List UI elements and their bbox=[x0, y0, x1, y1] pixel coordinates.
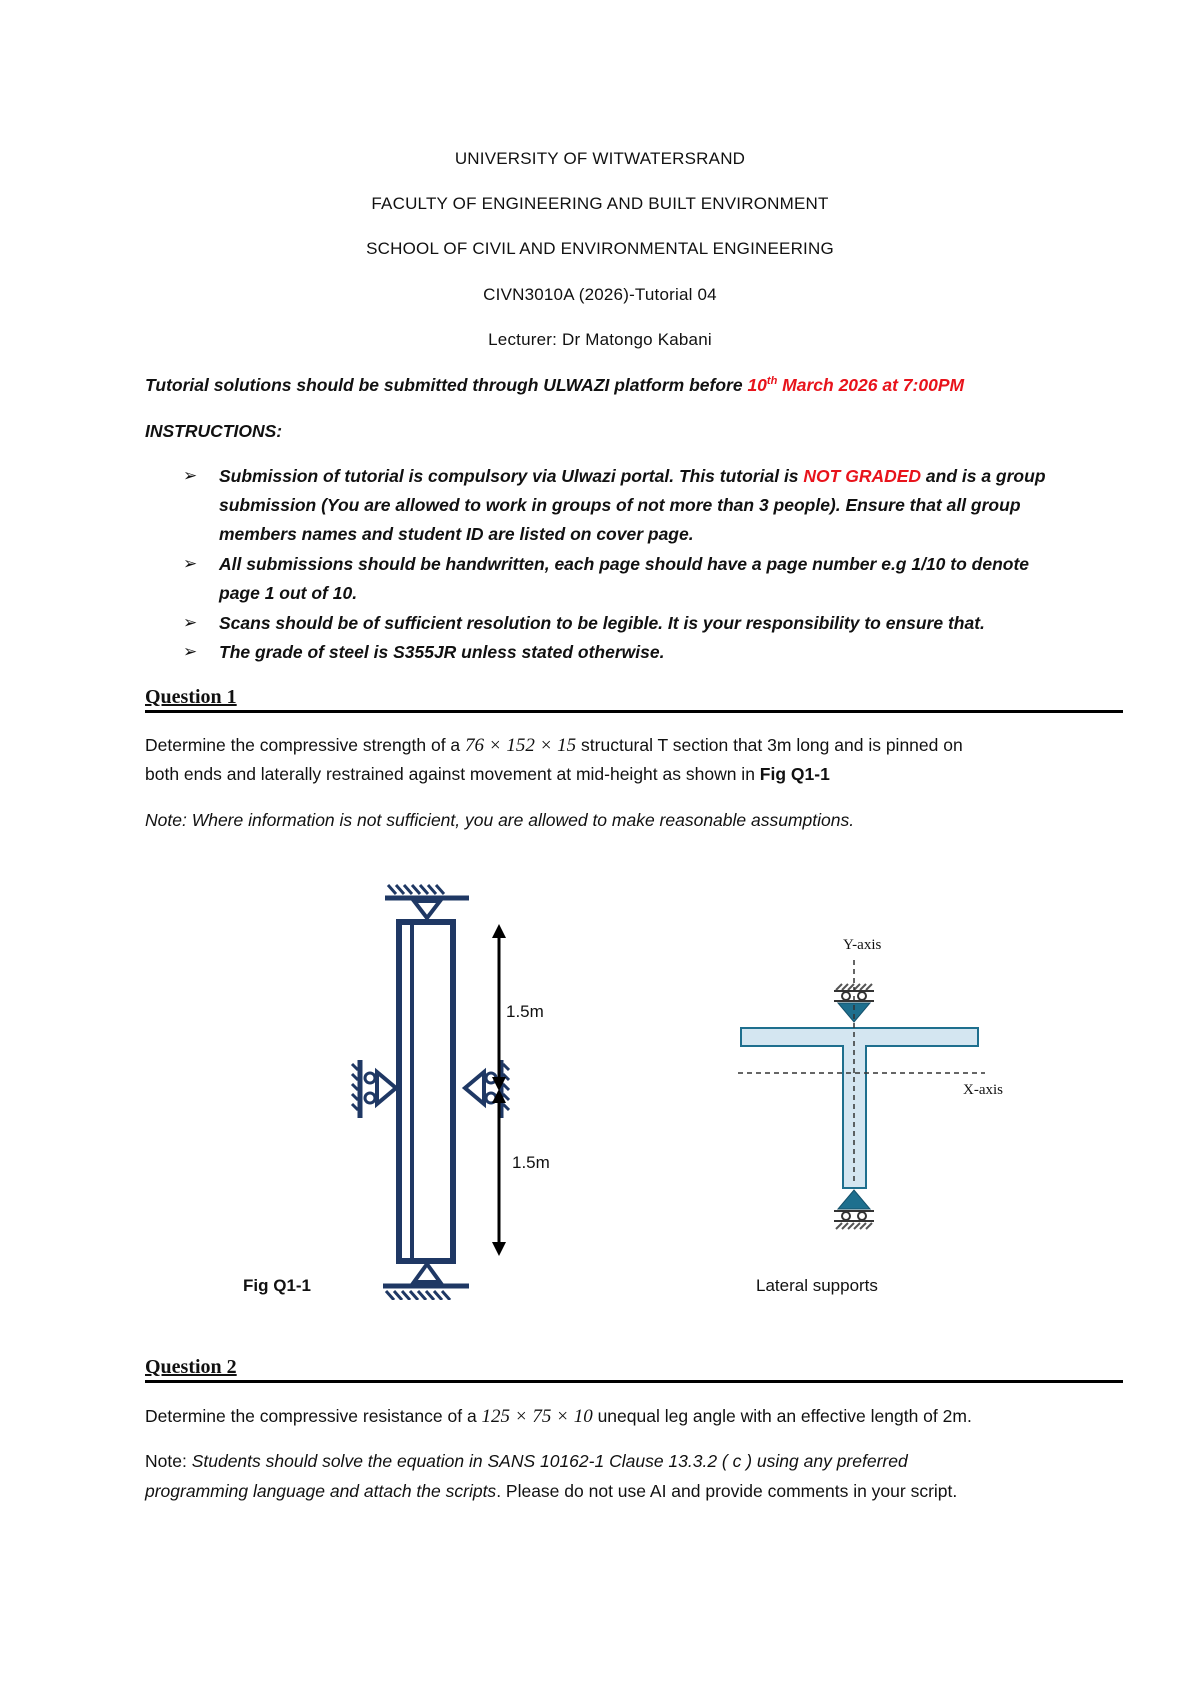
q1-note: Note: Where information is not sufficient, you are allowed to make reasonable assumptions. bbox=[145, 810, 855, 830]
deadline-text: Tutorial solutions should be submitted through ULWAZI platform before bbox=[145, 375, 748, 395]
bullet-arrow-icon: ➢ bbox=[183, 613, 198, 632]
deadline-date: 10th March 2026 at 7:00PM bbox=[747, 375, 965, 395]
question-2-heading: Question 2 bbox=[145, 1356, 1123, 1383]
instruction-item-1: Submission of tutorial is compulsory via Ulwazi portal. This tutorial is NOT GRADED and is a group bbox=[219, 466, 1046, 486]
lecturer-name: Lecturer: Dr Matongo Kabani bbox=[488, 330, 712, 349]
dimension-top-label: 1.5m bbox=[506, 1002, 544, 1021]
bottom-pin-triangle bbox=[414, 1264, 440, 1282]
instruction-item-2-line2: page 1 out of 10. bbox=[219, 583, 358, 603]
instruction-item-3: Scans should be of sufficient resolution to be legible. It is your responsibility to ensure that. bbox=[219, 613, 985, 633]
faculty-name: FACULTY OF ENGINEERING AND BUILT ENVIRONMENT bbox=[371, 194, 829, 213]
t-section-shape bbox=[741, 1028, 978, 1188]
instruction-item-1-line2: submission (You are allowed to work in groups of not more than 3 people). Ensure that all group bbox=[219, 495, 1021, 515]
bullet-arrow-icon: ➢ bbox=[183, 466, 198, 485]
dimension-bottom-label: 1.5m bbox=[512, 1153, 550, 1172]
dimension-arrows bbox=[485, 920, 515, 1265]
q2-note-line2: programming language and attach the scripts. Please do not use AI and provide comments in your script. bbox=[145, 1481, 958, 1501]
top-pin-triangle bbox=[414, 901, 440, 918]
q2-text-line1: Determine the compressive resistance of a 125 × 75 × 10 unequal leg angle with an effective length of 2m. bbox=[145, 1406, 972, 1427]
q2-section-size: 125 × 75 × 10 bbox=[481, 1406, 593, 1427]
question-1-heading: Question 1 bbox=[145, 686, 1123, 713]
bullet-arrow-icon: ➢ bbox=[183, 642, 198, 661]
deadline-line bbox=[145, 375, 964, 396]
university-name: UNIVERSITY OF WITWATERSRAND bbox=[454, 149, 746, 168]
top-support-hatch bbox=[388, 885, 444, 894]
q1-section-size: 76 × 152 × 15 bbox=[465, 735, 577, 756]
bullet-arrow-icon: ➢ bbox=[183, 554, 198, 573]
q2-note-line1: Note: Students should solve the equation in SANS 10162-1 Clause 13.3.2 ( c ) using any preferred bbox=[145, 1451, 908, 1471]
school-name: SCHOOL OF CIVIL AND ENVIRONMENTAL ENGINEERING bbox=[366, 239, 834, 258]
instruction-item-2: All submissions should be handwritten, each page should have a page number e.g 1/10 to denote bbox=[219, 554, 1030, 574]
instruction-item-1-line3: members names and student ID are listed on cover page. bbox=[219, 524, 694, 544]
figure-q1-caption: Fig Q1-1 bbox=[243, 1276, 312, 1295]
q1-text-line1: Determine the compressive strength of a 76 × 152 × 15 structural T section that 3m long and is pinned on bbox=[145, 735, 963, 756]
x-axis-label: X-axis bbox=[963, 1082, 1003, 1098]
instruction-item-4: The grade of steel is S355JR unless stated otherwise. bbox=[219, 642, 665, 662]
lateral-supports-caption: Lateral supports bbox=[756, 1276, 878, 1295]
left-lateral-support bbox=[350, 1055, 410, 1125]
bottom-support-hatch bbox=[386, 1291, 450, 1300]
bottom-support-triangle bbox=[838, 1190, 870, 1209]
q1-text-line2: both ends and laterally restrained against movement at mid-height as shown in Fig Q1-1 bbox=[145, 764, 830, 784]
instructions-heading: INSTRUCTIONS: bbox=[145, 421, 283, 441]
course-title: CIVN3010A (2026)-Tutorial 04 bbox=[483, 285, 717, 304]
bottom-roller-hatch bbox=[836, 1223, 872, 1229]
y-axis-label: Y-axis bbox=[843, 937, 882, 953]
